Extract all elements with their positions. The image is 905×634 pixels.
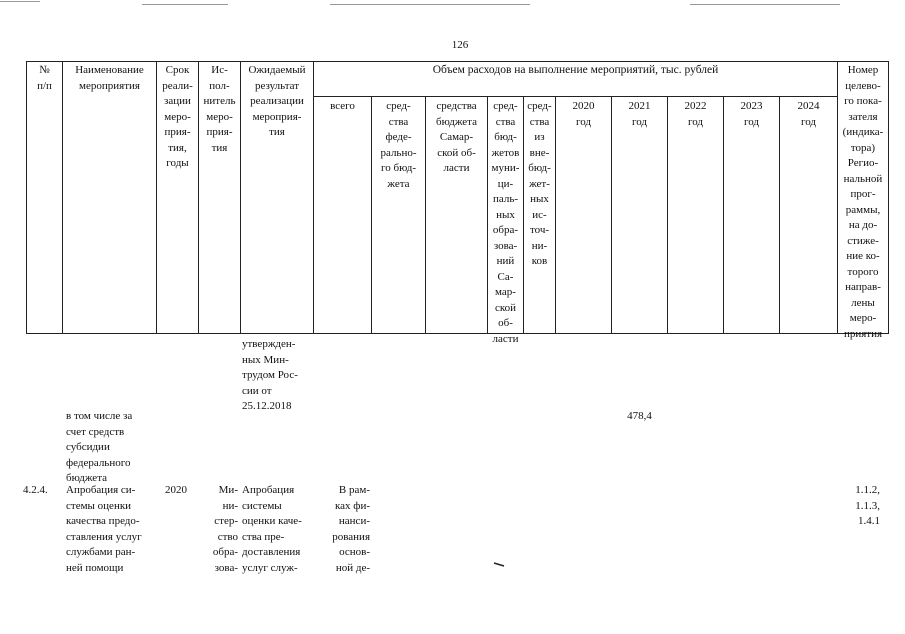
header-number: № п/п: [37, 64, 52, 92]
scan-artifact-line: [142, 4, 228, 5]
subheader-federal: сред- ства феде- рально- го бюд- жета: [380, 100, 417, 190]
subheader-year-2021: 2021 год: [628, 100, 651, 128]
col-divider: [26, 61, 27, 334]
col-divider: [667, 96, 668, 334]
subsidy-2021-value: 478,4: [627, 410, 652, 422]
row-total-financing: В рам- ках фи- нанси- рования основ- ной де-: [332, 484, 370, 574]
col-divider: [888, 61, 889, 334]
col-divider: [611, 96, 612, 334]
subheader-year-2024: 2024 год: [797, 100, 820, 128]
header-executor: Ис- пол- нитель меро- прия- тия: [203, 64, 236, 154]
result-continuation: утвержден- ных Мин- трудом Рос- сии от 25.12.2018: [242, 338, 298, 412]
scan-artifact-line: [690, 4, 840, 5]
header-term: Срок реали- зации меро- прия- тия, годы: [162, 64, 193, 169]
header-expenses: Объем расходов на выполнение мероприятий, тыс. рублей: [432, 64, 719, 76]
scan-mark: [493, 562, 505, 568]
subsidy-label: в том числе за счет средств субсидии федерального бюджета: [66, 410, 133, 484]
subheader-year-2020: 2020 год: [572, 100, 595, 128]
subheader-total: всего: [330, 100, 355, 112]
header-name: Наименование мероприятия: [75, 64, 144, 92]
scan-artifact-line: [330, 4, 530, 5]
row-result: Апробация системы оценки каче- ства пре- доставления услуг служ-: [242, 484, 302, 574]
subheader-year-2023: 2023 год: [740, 100, 763, 128]
col-divider: [62, 61, 63, 334]
row-term: 2020: [165, 484, 187, 496]
expenses-subheader-divider: [313, 96, 837, 97]
col-divider: [779, 96, 780, 334]
row-number: 4.2.4.: [23, 484, 48, 496]
row-indicators: 1.1.2, 1.1.3, 1.4.1: [855, 484, 880, 527]
scan-artifact-line: [0, 1, 40, 2]
header-result: Ожидаемый результат реализации мероприя- тия: [248, 64, 306, 138]
subheader-year-2022: 2022 год: [684, 100, 707, 128]
subheader-municipal: сред- ства бюд- жетов муни- ци- паль- ных обра- зова- ний Са- мар- ской об- ласти: [491, 100, 520, 345]
row-name: Апробация си- стемы оценки качества предо- ставления услуг службами ран- ней помощи: [66, 484, 142, 574]
header-indicator: Номер целево- го пока- зателя (индика- тора) Регио- нальной прог- раммы, на до- стиже- ние ко- торого направ- лены меро- приятия: [842, 64, 884, 340]
page-number: 126: [451, 39, 469, 51]
subheader-extrabudget: сред- ства из вне- бюд- жет- ных ис- точ- ни- ков: [527, 100, 552, 267]
subheader-regional: средства бюджета Самар- ской об- ласти: [435, 100, 477, 174]
col-divider: [555, 96, 556, 334]
col-divider: [723, 96, 724, 334]
row-executor: Ми- ни- стер- ство обра- зова-: [212, 484, 238, 574]
